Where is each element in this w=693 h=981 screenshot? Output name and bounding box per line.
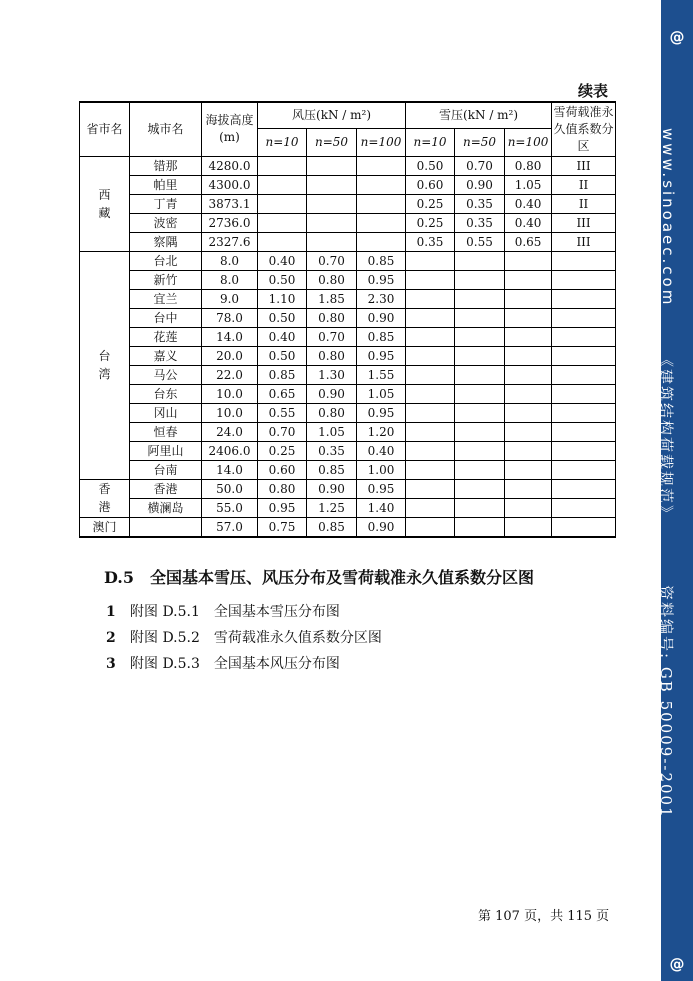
cell-alt: 3873.1: [202, 194, 258, 213]
document-code: 资料编号: GB 50009--2001: [657, 585, 675, 819]
cell-w100: 1.55: [357, 365, 406, 384]
cell-w50: 0.80: [307, 346, 357, 365]
cell-city: 花莲: [130, 327, 202, 346]
cell-s50: [455, 289, 505, 308]
cell-w100: [357, 232, 406, 251]
header-snow-n100: n=100: [505, 128, 552, 156]
cell-s100: 0.80: [505, 156, 552, 175]
cell-s100: [505, 498, 552, 517]
cell-zone: [552, 308, 616, 327]
cell-s50: [455, 498, 505, 517]
cell-s100: [505, 289, 552, 308]
cell-alt: 50.0: [202, 479, 258, 498]
cell-city: 察隅: [130, 232, 202, 251]
cell-s50: [455, 460, 505, 479]
cell-s100: [505, 327, 552, 346]
cell-w100: [357, 194, 406, 213]
table-row: [80, 498, 616, 517]
cell-s50: [455, 517, 505, 537]
at-mark-bottom: @: [669, 955, 685, 973]
cell-s50: 0.70: [455, 156, 505, 175]
header-wind: 风压(kN / m²): [258, 102, 406, 128]
cell-s50: [455, 441, 505, 460]
cell-w100: 0.95: [357, 270, 406, 289]
cell-w10: [258, 213, 307, 232]
cell-s50: [455, 308, 505, 327]
cell-s50: [455, 365, 505, 384]
cell-s50: [455, 327, 505, 346]
cell-w50: 0.35: [307, 441, 357, 460]
cell-s100: [505, 460, 552, 479]
cell-city: 丁青: [130, 194, 202, 213]
table-row: [80, 441, 616, 460]
cell-w50: 0.80: [307, 403, 357, 422]
cell-alt: 2736.0: [202, 213, 258, 232]
cell-w100: 1.40: [357, 498, 406, 517]
cell-s100: [505, 441, 552, 460]
cell-s10: 0.35: [406, 232, 455, 251]
cell-w50: 0.70: [307, 327, 357, 346]
cell-s50: [455, 251, 505, 270]
cell-s10: 0.25: [406, 213, 455, 232]
cell-w50: [307, 213, 357, 232]
table-row: [80, 403, 616, 422]
cell-alt: 57.0: [202, 517, 258, 537]
cell-w50: [307, 194, 357, 213]
cell-zone: III: [552, 213, 616, 232]
cell-city: 波密: [130, 213, 202, 232]
cell-zone: [552, 441, 616, 460]
cell-w50: 1.85: [307, 289, 357, 308]
pressure-table: [79, 101, 616, 538]
table-row: [80, 346, 616, 365]
table-row: [80, 232, 616, 251]
cell-alt: 20.0: [202, 346, 258, 365]
cell-s100: [505, 517, 552, 537]
cell-s100: [505, 346, 552, 365]
page-footer: 第 107 页，共 115 页: [478, 909, 610, 924]
cell-w100: 0.90: [357, 308, 406, 327]
cell-s10: [406, 460, 455, 479]
cell-zone: [552, 422, 616, 441]
cell-w100: 0.90: [357, 517, 406, 537]
province-cell: 澳门: [80, 517, 130, 537]
province-cell: 西藏: [80, 156, 130, 251]
cell-city: 台南: [130, 460, 202, 479]
cell-city: 台东: [130, 384, 202, 403]
section-heading: [104, 565, 534, 588]
cell-alt: 2327.6: [202, 232, 258, 251]
cell-w50: 1.05: [307, 422, 357, 441]
cell-s10: 0.60: [406, 175, 455, 194]
cell-alt: 10.0: [202, 403, 258, 422]
cell-s100: [505, 384, 552, 403]
table-row: [80, 156, 616, 175]
cell-zone: [552, 517, 616, 537]
cell-s10: [406, 517, 455, 537]
header-city: 城市名: [130, 102, 202, 156]
cell-w100: 2.30: [357, 289, 406, 308]
cell-city: 恒春: [130, 422, 202, 441]
cell-s10: [406, 289, 455, 308]
cell-w50: [307, 232, 357, 251]
cell-w50: 0.80: [307, 270, 357, 289]
cell-w100: [357, 156, 406, 175]
cell-s50: [455, 422, 505, 441]
list-item: [106, 627, 382, 647]
cell-city: 马公: [130, 365, 202, 384]
cell-w10: [258, 175, 307, 194]
cell-s50: 0.55: [455, 232, 505, 251]
cell-alt: 14.0: [202, 327, 258, 346]
cell-s10: 0.25: [406, 194, 455, 213]
cell-city: 新竹: [130, 270, 202, 289]
header-snow-n10: n=10: [406, 128, 455, 156]
cell-w10: [258, 232, 307, 251]
cell-alt: 4280.0: [202, 156, 258, 175]
table-row: [80, 479, 616, 498]
header-zone: 雪荷载准永久值系数分区: [552, 102, 616, 156]
cell-s50: [455, 479, 505, 498]
cell-s10: [406, 308, 455, 327]
cell-w10: [258, 194, 307, 213]
cell-w10: 0.55: [258, 403, 307, 422]
cell-city: 台中: [130, 308, 202, 327]
cell-w100: 0.95: [357, 403, 406, 422]
cell-zone: II: [552, 194, 616, 213]
cell-w10: 0.65: [258, 384, 307, 403]
cell-s100: [505, 422, 552, 441]
cell-w50: 0.85: [307, 460, 357, 479]
cell-s10: [406, 346, 455, 365]
table-row: [80, 270, 616, 289]
cell-w100: 0.95: [357, 346, 406, 365]
cell-s100: 0.65: [505, 232, 552, 251]
cell-s10: [406, 479, 455, 498]
header-wind-n10: n=10: [258, 128, 307, 156]
cell-w100: 0.85: [357, 327, 406, 346]
cell-zone: [552, 270, 616, 289]
at-mark-top: @: [669, 28, 685, 46]
sidebar-band: [657, 0, 693, 981]
cell-s50: [455, 403, 505, 422]
cell-w10: 0.95: [258, 498, 307, 517]
cell-zone: [552, 460, 616, 479]
cell-city: 阿里山: [130, 441, 202, 460]
cell-s100: [505, 403, 552, 422]
cell-s100: 0.40: [505, 213, 552, 232]
website-url: www.sinoaec.com: [659, 128, 677, 308]
cell-zone: III: [552, 232, 616, 251]
cell-s10: 0.50: [406, 156, 455, 175]
cell-s100: [505, 308, 552, 327]
header-altitude-label: 海拔高度: [205, 113, 254, 128]
cell-alt: 4300.0: [202, 175, 258, 194]
table-row: [80, 251, 616, 270]
cell-alt: 2406.0: [202, 441, 258, 460]
cell-w10: 0.25: [258, 441, 307, 460]
cell-s10: [406, 384, 455, 403]
cell-w100: [357, 175, 406, 194]
cell-zone: III: [552, 156, 616, 175]
cell-alt: 24.0: [202, 422, 258, 441]
cell-s10: [406, 422, 455, 441]
header-snow-n50: n=50: [455, 128, 505, 156]
list-item-text: 附图 D.5.2 雪荷载准永久值系数分区图: [130, 630, 382, 646]
table-body: [80, 156, 616, 537]
cell-zone: [552, 346, 616, 365]
cell-w100: 1.00: [357, 460, 406, 479]
book-title: 《建筑结构荷载规范》: [657, 352, 675, 523]
cell-s50: [455, 384, 505, 403]
header-snow: 雪压(kN / m²): [406, 102, 552, 128]
list-item: [106, 653, 340, 673]
cell-s100: [505, 251, 552, 270]
table-row: [80, 175, 616, 194]
cell-w10: 0.40: [258, 327, 307, 346]
cell-w50: 0.85: [307, 517, 357, 537]
cell-w50: 1.25: [307, 498, 357, 517]
cell-w100: [357, 213, 406, 232]
cell-w50: [307, 156, 357, 175]
cell-w10: 0.70: [258, 422, 307, 441]
cell-w100: 0.85: [357, 251, 406, 270]
list-item-text: 附图 D.5.1 全国基本雪压分布图: [130, 604, 340, 620]
cell-w10: 0.80: [258, 479, 307, 498]
cell-alt: 22.0: [202, 365, 258, 384]
cell-s10: [406, 498, 455, 517]
province-cell: 香港: [80, 479, 130, 517]
cell-alt: 9.0: [202, 289, 258, 308]
cell-alt: 8.0: [202, 270, 258, 289]
table-row: [80, 289, 616, 308]
section-title: 全国基本雪压、风压分布及雪荷载准永久值系数分区图: [150, 568, 535, 587]
header-altitude-unit: (m): [219, 130, 240, 145]
cell-zone: [552, 479, 616, 498]
cell-zone: [552, 289, 616, 308]
cell-city: 错那: [130, 156, 202, 175]
cell-s100: [505, 479, 552, 498]
cell-zone: [552, 327, 616, 346]
cell-s50: [455, 270, 505, 289]
cell-s50: 0.35: [455, 213, 505, 232]
cell-zone: [552, 384, 616, 403]
table-row: [80, 384, 616, 403]
cell-w100: 1.20: [357, 422, 406, 441]
table-row: [80, 422, 616, 441]
list-item-text: 附图 D.5.3 全国基本风压分布图: [130, 656, 340, 672]
header-wind-n100: n=100: [357, 128, 406, 156]
cell-s100: [505, 365, 552, 384]
list-item: [106, 601, 340, 621]
cell-zone: [552, 365, 616, 384]
province-cell: 台湾: [80, 251, 130, 479]
cell-s10: [406, 327, 455, 346]
cell-city: 横澜岛: [130, 498, 202, 517]
cell-city: 帕里: [130, 175, 202, 194]
list-item-number: 1: [106, 604, 116, 620]
cell-city: 嘉义: [130, 346, 202, 365]
cell-s100: 1.05: [505, 175, 552, 194]
cell-city: 台北: [130, 251, 202, 270]
cell-w10: 0.50: [258, 308, 307, 327]
cell-s10: [406, 365, 455, 384]
table-row: [80, 308, 616, 327]
cell-s10: [406, 441, 455, 460]
cell-alt: 55.0: [202, 498, 258, 517]
cell-w10: 0.50: [258, 270, 307, 289]
cell-city: [130, 517, 202, 537]
cell-zone: [552, 498, 616, 517]
header-wind-n50: n=50: [307, 128, 357, 156]
section-number: D.5: [104, 568, 135, 587]
table-row: [80, 517, 616, 537]
cell-w10: 0.75: [258, 517, 307, 537]
cell-w10: 0.85: [258, 365, 307, 384]
header-province: 省市名: [80, 102, 130, 156]
cell-w100: 0.40: [357, 441, 406, 460]
list-item-number: 3: [106, 656, 116, 672]
cell-w100: 1.05: [357, 384, 406, 403]
cell-w50: 0.80: [307, 308, 357, 327]
cell-alt: 78.0: [202, 308, 258, 327]
cell-w50: 0.90: [307, 384, 357, 403]
list-item-number: 2: [106, 630, 116, 646]
cell-s50: 0.90: [455, 175, 505, 194]
table-row: [80, 327, 616, 346]
cell-city: 宜兰: [130, 289, 202, 308]
continued-label: 续表: [578, 82, 609, 100]
cell-w10: 0.50: [258, 346, 307, 365]
cell-w50: 1.30: [307, 365, 357, 384]
cell-alt: 14.0: [202, 460, 258, 479]
header-altitude: [202, 102, 258, 156]
table-row: [80, 194, 616, 213]
cell-s50: 0.35: [455, 194, 505, 213]
table-row: [80, 213, 616, 232]
cell-s10: [406, 251, 455, 270]
cell-city: 冈山: [130, 403, 202, 422]
cell-zone: [552, 403, 616, 422]
cell-city: 香港: [130, 479, 202, 498]
cell-zone: II: [552, 175, 616, 194]
cell-alt: 8.0: [202, 251, 258, 270]
cell-zone: [552, 251, 616, 270]
cell-w10: 0.40: [258, 251, 307, 270]
cell-s100: 0.40: [505, 194, 552, 213]
cell-w10: 1.10: [258, 289, 307, 308]
cell-w100: 0.95: [357, 479, 406, 498]
cell-w10: 0.60: [258, 460, 307, 479]
cell-s100: [505, 270, 552, 289]
cell-s10: [406, 403, 455, 422]
cell-w50: 0.70: [307, 251, 357, 270]
cell-w10: [258, 156, 307, 175]
cell-w50: 0.90: [307, 479, 357, 498]
cell-s10: [406, 270, 455, 289]
cell-s50: [455, 346, 505, 365]
table-row: [80, 460, 616, 479]
table-row: [80, 365, 616, 384]
cell-w50: [307, 175, 357, 194]
cell-alt: 10.0: [202, 384, 258, 403]
